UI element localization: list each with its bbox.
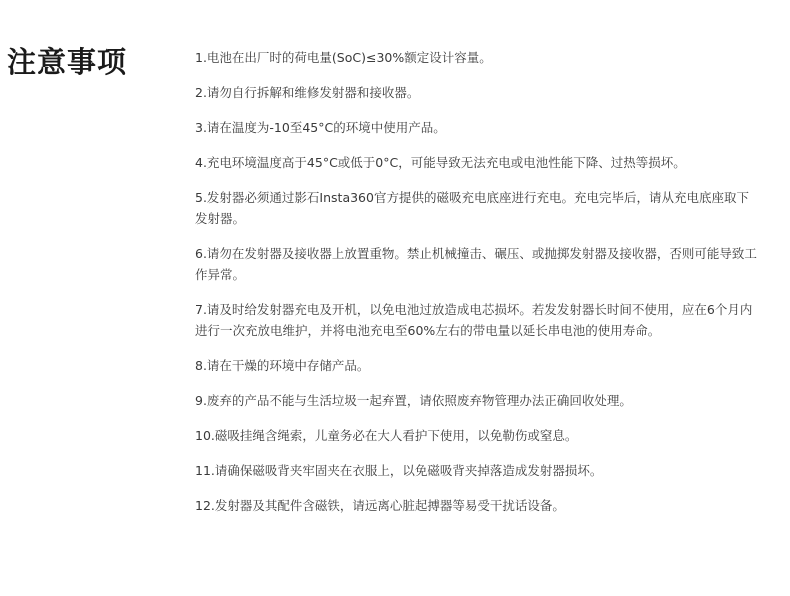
note-item-3: 3.请在温度为-10至45°C的环境中使用产品。 (195, 120, 446, 135)
note-item-9: 9.废弃的产品不能与生活垃圾一起弃置，请依照废弃物管理办法正确回收处理。 (195, 393, 632, 408)
note-item-6: 6.请勿在发射器及接收器上放置重物。禁止机械撞击、碾压、或抛掷发射器及接收器，否则可能导致工作异常。 (195, 246, 757, 282)
note-item-12: 12.发射器及其配件含磁铁，请远离心脏起搏器等易受干扰话设备。 (195, 498, 565, 513)
notes-list (195, 47, 760, 530)
note-item-5: 5.发射器必须通过影石Insta360官方提供的磁吸充电底座进行充电。充电完毕后，请从充电底座取下发射器。 (195, 190, 749, 226)
page-title: 注意事项 (7, 45, 128, 79)
note-item-11: 11.请确保磁吸背夹牢固夹在衣服上，以免磁吸背夹掉落造成发射器损坏。 (195, 463, 603, 478)
note-item-10: 10.磁吸挂绳含绳索，儿童务必在大人看护下使用，以免勒伤或窒息。 (195, 428, 578, 443)
note-item-4: 4.充电环境温度高于45°C或低于0°C，可能导致无法充电或电池性能下降、过热等损坏。 (195, 155, 686, 170)
note-item-7: 7.请及时给发射器充电及开机，以免电池过放造成电芯损坏。若发发射器长时间不使用，应在6个月内进行一次充放电维护，并将电池充电至60%左右的带电量以延长串电池的使用寿命。 (195, 302, 753, 338)
note-item-1: 1.电池在出厂时的荷电量(SoC)≤30%额定设计容量。 (195, 50, 492, 65)
note-item-8: 8.请在干燥的环境中存储产品。 (195, 358, 370, 373)
note-item-2: 2.请勿自行拆解和维修发射器和接收器。 (195, 85, 420, 100)
